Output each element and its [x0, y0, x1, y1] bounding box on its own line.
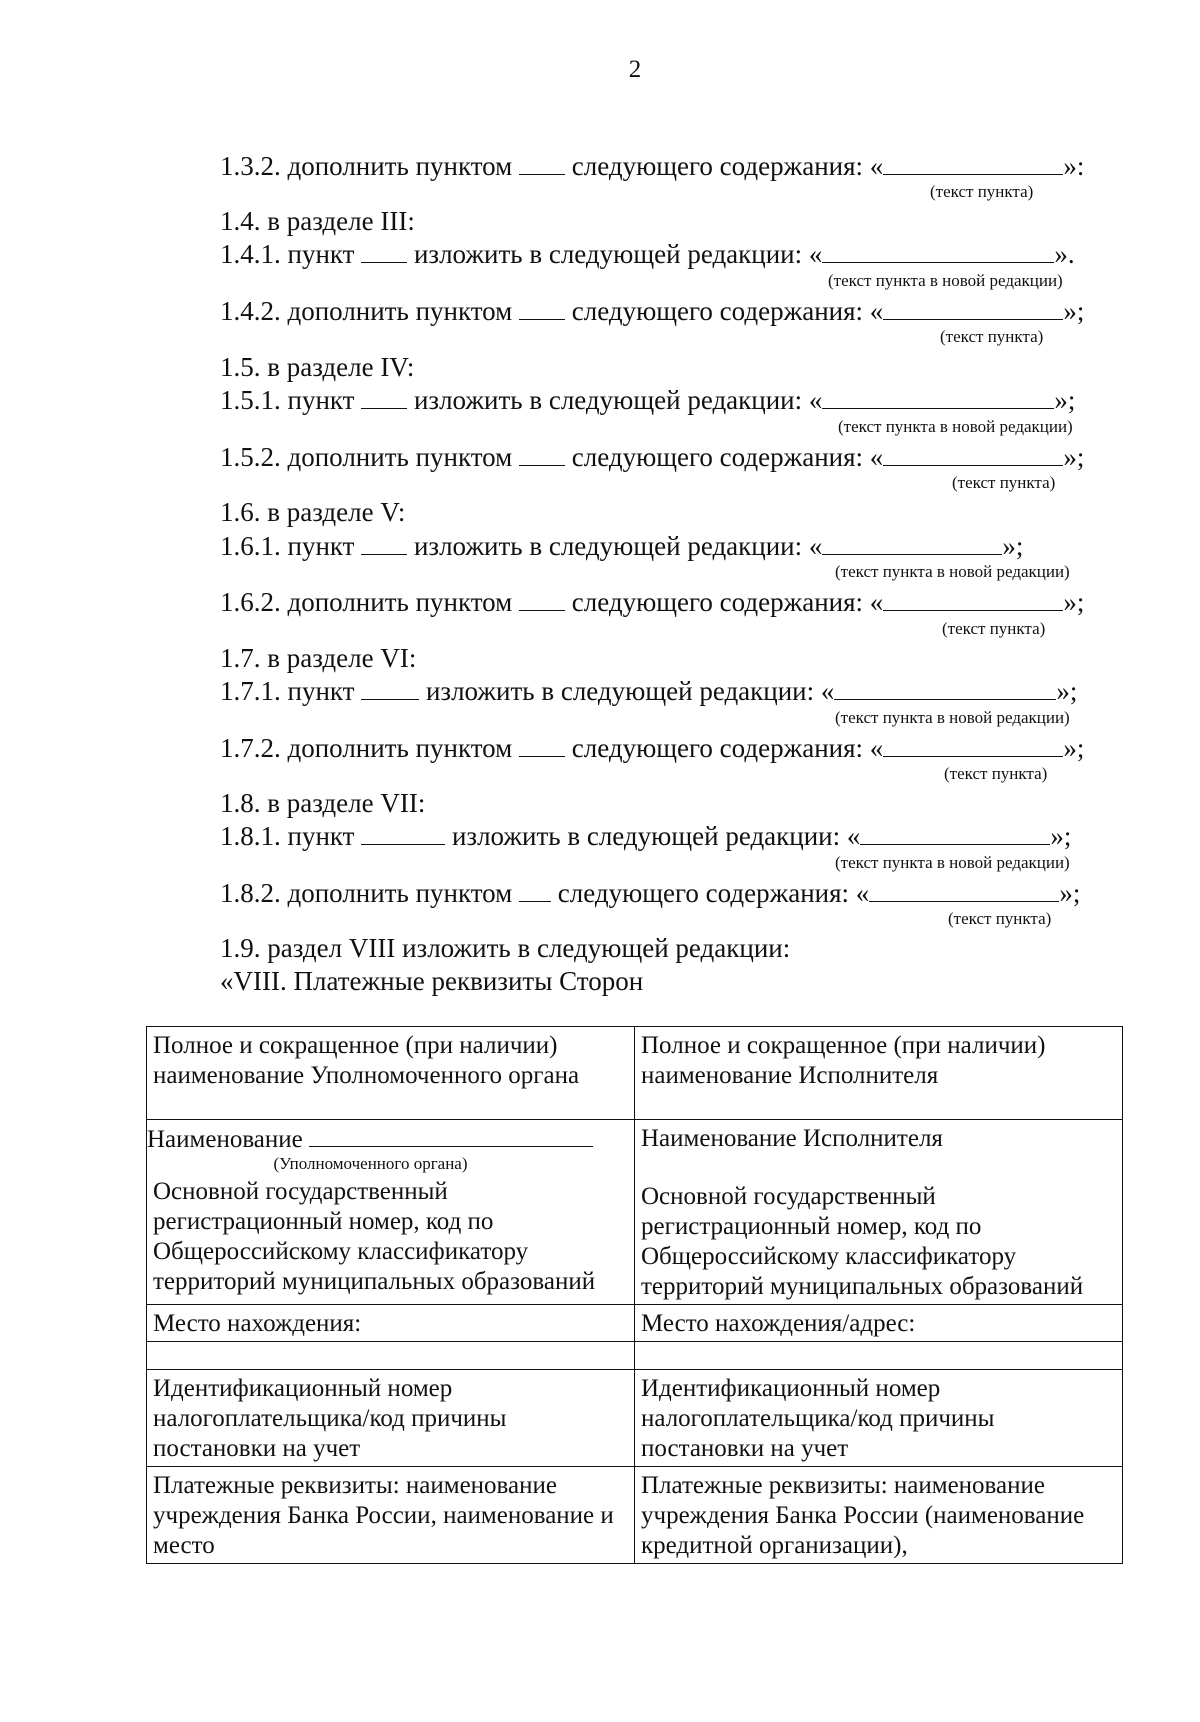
- clause-1-4: 1.4. в разделе III:: [220, 206, 415, 236]
- caption: (текст пункта в новой редакции): [835, 562, 1070, 581]
- caption: (текст пункта): [948, 909, 1052, 928]
- clause-1-5-1: 1.5.1. пункт изложить в следующей редакции: « »;: [220, 385, 1076, 415]
- clause-1-9: 1.9. раздел VIII изложить в следующей редакции:: [220, 933, 791, 963]
- cell-contractor-details: [635, 1120, 1123, 1305]
- clause-1-3-2: 1.3.2. дополнить пунктом следующего содержания: « »:: [220, 151, 1085, 181]
- caption: (текст пункта): [944, 764, 1048, 783]
- cell-empty: [147, 1342, 635, 1370]
- caption: (текст пункта в новой редакции): [835, 853, 1070, 872]
- blank-text[interactable]: [883, 150, 1063, 175]
- caption: (текст пункта в новой редакции): [838, 417, 1073, 436]
- name-label: Наименование Исполнителя: [641, 1125, 943, 1152]
- caption: (текст пункта): [940, 327, 1044, 346]
- cell-contractor-inn: Идентификационный номер налогоплательщика/код причины постановки на учет: [635, 1370, 1123, 1467]
- clause-1-7-2: 1.7.2. дополнить пунктом следующего содержания: « »;: [220, 733, 1085, 763]
- blank-number[interactable]: [519, 732, 565, 757]
- cell-authority-details: [147, 1120, 635, 1305]
- clause-1-7: 1.7. в разделе VI:: [220, 643, 417, 673]
- clause-1-8-1: 1.8.1. пункт изложить в следующей редакции: « »;: [220, 821, 1072, 851]
- cell-authority-location: Место нахождения:: [147, 1305, 635, 1342]
- clause-1-4-2: 1.4.2. дополнить пунктом следующего содержания: « »;: [220, 296, 1085, 326]
- caption: (текст пункта): [952, 473, 1056, 492]
- section-heading: «VIII. Платежные реквизиты Сторон: [220, 966, 644, 996]
- cell-authority-bank: Платежные реквизиты: наименование учреждения Банка России, наименование и место: [147, 1467, 635, 1564]
- clause-1-6: 1.6. в разделе V:: [220, 497, 406, 527]
- blank-number[interactable]: [361, 820, 445, 845]
- blank-text[interactable]: [834, 675, 1056, 700]
- name-blank[interactable]: [309, 1124, 593, 1147]
- clause-1-8-2: 1.8.2. дополнить пунктом следующего содержания: « »;: [220, 878, 1081, 908]
- blank-number[interactable]: [361, 384, 407, 409]
- blank-text[interactable]: [822, 530, 1002, 555]
- blank-text[interactable]: [883, 586, 1063, 611]
- clause-1-6-2: 1.6.2. дополнить пунктом следующего содержания: « »;: [220, 587, 1085, 617]
- name-label: Наименование: [147, 1126, 303, 1153]
- cell-contractor-name: Полное и сокращенное (при наличии) наименование Исполнителя: [635, 1027, 1123, 1120]
- blank-number[interactable]: [519, 150, 565, 175]
- ogrn-label: Основной государственный регистрационный номер, код по Общероссийскому классификатору территорий муниципальных образований: [153, 1178, 596, 1295]
- ogrn-label: Основной государственный регистрационный номер, код по Общероссийскому классификатору территорий муниципальных образований: [641, 1183, 1084, 1300]
- blank-number[interactable]: [361, 238, 407, 263]
- cell-empty: [635, 1342, 1123, 1370]
- cell-contractor-location: Место нахождения/адрес:: [635, 1305, 1123, 1342]
- blank-text[interactable]: [869, 877, 1059, 902]
- blank-text[interactable]: [860, 820, 1050, 845]
- blank-number[interactable]: [361, 530, 407, 555]
- clause-1-6-1: 1.6.1. пункт изложить в следующей редакции: « »;: [220, 531, 1024, 561]
- page-number: 2: [628, 56, 642, 83]
- blank-number[interactable]: [519, 877, 551, 902]
- name-caption: (Уполномоченного органа): [273, 1154, 468, 1173]
- blank-number[interactable]: [519, 586, 565, 611]
- blank-number[interactable]: [519, 295, 565, 320]
- clause-1-7-1: 1.7.1. пункт изложить в следующей редакции: « »;: [220, 676, 1078, 706]
- cell-authority-name: Полное и сокращенное (при наличии) наименование Уполномоченного органа: [147, 1027, 635, 1120]
- payment-details-table: [146, 1026, 1123, 1564]
- blank-text[interactable]: [883, 295, 1063, 320]
- blank-text[interactable]: [822, 384, 1054, 409]
- caption: (текст пункта): [942, 619, 1046, 638]
- blank-number[interactable]: [361, 675, 419, 700]
- blank-text[interactable]: [883, 441, 1063, 466]
- caption: (текст пункта): [930, 182, 1034, 201]
- caption: (текст пункта в новой редакции): [828, 271, 1063, 290]
- clause-1-5: 1.5. в разделе IV:: [220, 352, 415, 382]
- cell-contractor-bank: Платежные реквизиты: наименование учреждения Банка России (наименование кредитной организации),: [635, 1467, 1123, 1564]
- blank-text[interactable]: [822, 238, 1054, 263]
- blank-number[interactable]: [519, 441, 565, 466]
- clause-1-4-1: 1.4.1. пункт изложить в следующей редакции: « ».: [220, 239, 1075, 269]
- caption: (текст пункта в новой редакции): [835, 708, 1070, 727]
- blank-text[interactable]: [883, 732, 1063, 757]
- clause-1-8: 1.8. в разделе VII:: [220, 788, 426, 818]
- clause-1-5-2: 1.5.2. дополнить пунктом следующего содержания: « »;: [220, 442, 1085, 472]
- cell-authority-inn: Идентификационный номер налогоплательщика/код причины постановки на учет: [147, 1370, 635, 1467]
